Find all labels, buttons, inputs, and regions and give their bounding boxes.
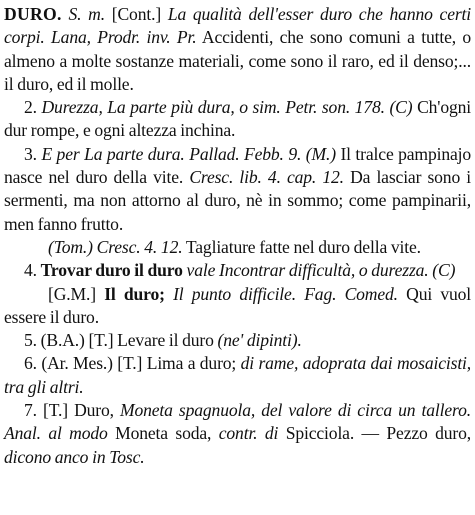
sense-number: 6. — [24, 353, 37, 374]
example-text: Levare il duro — [117, 330, 214, 351]
source-tag: (M.) — [305, 143, 336, 164]
headword: DURO. — [4, 4, 62, 24]
vale-label: vale — [186, 260, 216, 281]
example-text: Tagliature fatte nel duro della vite. — [185, 236, 421, 257]
source-tag: (Tom.) — [48, 236, 93, 257]
sense-number: 2. — [24, 97, 37, 118]
definition: Moneta spagnuola, del valore di circa un tallero. — [119, 400, 471, 421]
citation: Petr. son. 178. — [285, 97, 385, 118]
note: (ne' dipinti). — [217, 330, 302, 351]
example-text: Accidenti, che sono comuni a tutte, o almeno a molte sostanze materiali, come sono il raro, ed il denso;... il duro, ed il molle. — [4, 27, 472, 94]
source-tag: (C) — [432, 260, 456, 281]
sense-7 — [4, 399, 471, 469]
citation: Cresc. lib. 4. cap. 12. — [189, 167, 344, 188]
definition: di rame, adoprata dai mosaicisti, tra gli altri. — [4, 353, 472, 397]
example-text: Lima a duro; — [146, 353, 237, 374]
usage-tag: [G.M.] — [48, 283, 96, 304]
citation: Fag. Comed. — [304, 283, 398, 304]
definition: dicono anco in Tosc. — [4, 446, 145, 467]
source-tag: (C) — [389, 97, 413, 118]
example-text: Duro, — [74, 400, 114, 421]
sense-3 — [4, 143, 471, 236]
sense-number: 4. — [24, 260, 37, 281]
grammar-label: S. m. — [68, 4, 105, 24]
example-text: Qui vuol essere il duro. — [4, 283, 472, 327]
sense-5 — [4, 329, 471, 352]
definition: La qualità dell'esser duro che hanno certi corpi. — [4, 4, 472, 48]
sense-4-extra — [4, 283, 471, 330]
usage-tag: [Cont.] — [111, 4, 162, 24]
phrase: Il duro; — [104, 283, 165, 304]
sense-number: 3. — [24, 143, 37, 164]
sense-number: 5. — [24, 330, 37, 351]
example-text: Il tralce pampinajo nasce nel duro della vite. — [4, 143, 472, 188]
definition: Il punto difficile. — [173, 283, 296, 304]
example-text: Spicciola. — Pezzo duro, — [285, 423, 472, 444]
sense-6 — [4, 352, 471, 399]
sense-2 — [4, 96, 471, 143]
example-text: Ch'ogni dur rompe, e ogni altezza inchina. — [4, 97, 472, 141]
example-text: Moneta soda, — [115, 423, 212, 444]
sense-4 — [4, 259, 471, 282]
dictionary-entry — [4, 3, 471, 469]
contrast-label: contr. di — [218, 423, 279, 444]
example-text: Da lasciar sono i sermenti, ma non attorno al duro, nè in sommo; come pampinarii, men fanno frutto. — [4, 167, 472, 234]
citation: Cresc. 4. 12. — [96, 236, 183, 257]
usage-tag: (Ar. Mes.) [T.] — [41, 353, 143, 374]
definition: E per La parte dura. — [41, 143, 185, 164]
definition: Incontrar difficultà, o durezza. — [219, 260, 429, 281]
citation: Lana, Prodr. inv. Pr. — [51, 27, 197, 48]
sense-3-extra — [4, 236, 471, 259]
usage-tag: (B.A.) [T.] — [40, 330, 114, 351]
citation: Pallad. Febb. 9. — [189, 143, 302, 164]
usage-tag: [T.] — [43, 400, 68, 421]
phrase: Trovar duro il duro — [40, 260, 183, 281]
analogy-label: Anal. al modo — [4, 423, 108, 444]
sense-number: 7. — [24, 400, 37, 421]
definition: Durezza, La parte più dura, o sim. — [41, 97, 281, 118]
sense-main — [4, 3, 471, 96]
